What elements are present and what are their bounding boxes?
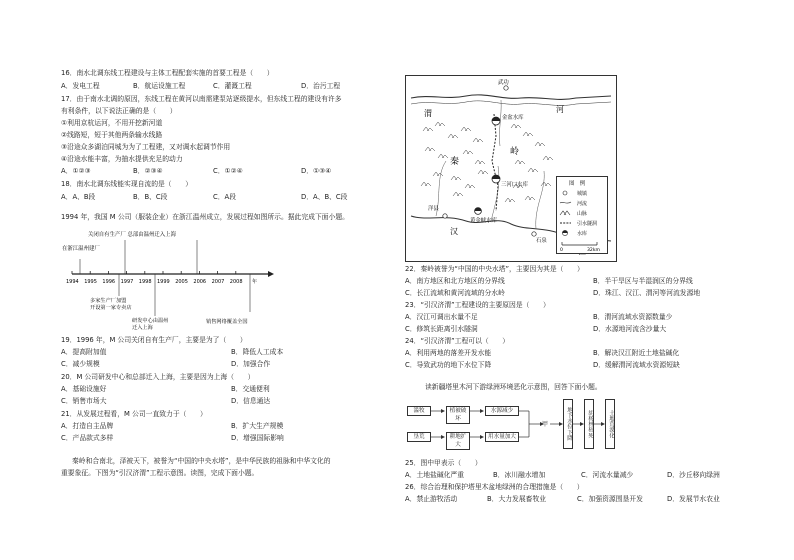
flow-box-overgrazing: 滥牧 <box>407 406 431 416</box>
q26-option-a[interactable]: A．禁止游牧活动 <box>405 495 458 503</box>
map-label-he: 河 <box>556 105 564 114</box>
map-label-yangxian: 洋县 <box>428 206 439 212</box>
flow-box-desertification: 土地荒漠化 <box>605 399 615 449</box>
q22-option-c[interactable]: C．长江流域和黄河流域的分水岭 <box>405 289 505 297</box>
mountain-symbol <box>515 160 525 164</box>
flow-box-reclamation: 垦荒 <box>407 432 431 442</box>
timeline-figure <box>60 226 290 336</box>
flow-box-water-reduction: 水源减少 <box>485 406 519 416</box>
mountain-symbol <box>543 156 553 160</box>
scale-distance: 32km <box>587 248 600 253</box>
q25-stem: 25．图中甲表示（ ） <box>405 459 482 467</box>
q19-option-c[interactable]: C．减少规模 <box>61 360 100 368</box>
q21-option-c[interactable]: C．产品款式多样 <box>61 434 114 442</box>
q17-item-1: ①利用京杭运河，不用开挖新河道 <box>61 119 163 127</box>
jinpen-reservoir-fill <box>492 117 500 121</box>
q25-option-a[interactable]: A．土地盐碱化严重 <box>405 471 465 479</box>
legend-river: 河流 <box>577 201 588 207</box>
q23-option-a[interactable]: A．汉江可调出水量不足 <box>405 313 478 321</box>
q19-option-a[interactable]: A．提高附加值 <box>61 348 107 356</box>
mountain-symbol <box>453 192 463 196</box>
q17-option-a[interactable]: A．①②③ <box>61 167 91 175</box>
shiquan-town-icon <box>532 232 536 236</box>
q18-option-b[interactable]: B．B、C段 <box>133 193 168 201</box>
flow-diagram <box>405 397 635 451</box>
q24-option-c[interactable]: C．导致武功的地下水位下降 <box>405 361 492 369</box>
legend-graphic <box>557 177 607 253</box>
timeline-year-label: 1996 <box>102 279 116 285</box>
timeline-year-label: 1997 <box>120 279 134 285</box>
flow-box-water-use-increase: 用水量加大 <box>485 432 519 442</box>
flow-arrows <box>405 397 635 451</box>
timeline-year-label: 1999 <box>157 279 170 285</box>
mountain-symbol <box>421 182 431 186</box>
mountain-symbol <box>528 168 538 172</box>
tributary-3 <box>536 171 544 229</box>
q25-options <box>405 471 735 479</box>
q19-options-row2 <box>61 360 381 368</box>
q25-option-d[interactable]: D．沙丘移向绿洲 <box>667 471 720 479</box>
mountain-symbol <box>505 198 515 202</box>
q22-option-a[interactable]: A．南方地区和北方地区的分界线 <box>405 277 505 285</box>
legend-reservoir: 水库 <box>577 231 588 237</box>
mountain-symbol <box>473 138 483 142</box>
mountain-symbol <box>451 176 461 180</box>
mountain-ranges <box>421 122 553 202</box>
wei-river-bank <box>411 101 611 106</box>
passage-line-1: 秦岭和合南北，泽被天下，被誉为“中国的中央水塔”，是中华民族的祖脉和中华文化的 <box>72 457 331 465</box>
map-label-ling: 岭 <box>510 147 520 157</box>
map-label-wugong: 武功 <box>498 80 509 86</box>
q21-options <box>61 422 381 430</box>
timeline-year-label: 2005 <box>175 279 188 285</box>
q23-option-b[interactable]: B．渭河流域水资源数量少 <box>593 313 673 321</box>
q22-option-b[interactable]: B．半干旱区与半湿润区的分界线 <box>593 277 693 285</box>
mountain-symbol <box>535 142 545 146</box>
timeline-year-label: 1998 <box>138 279 152 285</box>
q22-option-d[interactable]: D．珠江、汉江、渭河等河流发源地 <box>593 289 701 297</box>
legend-town-icon <box>563 191 567 195</box>
mountain-symbol <box>475 160 485 164</box>
timeline-year-label: 2008 <box>229 279 243 285</box>
q16-option-c[interactable]: C．灌溉工程 <box>213 82 252 90</box>
timeline-arrow <box>268 271 274 277</box>
map-label-qin: 秦 <box>450 157 460 167</box>
passage-line-2: 重要象征。下图为“引汉济渭”工程示意图。读图，完成下面小题。 <box>61 469 259 477</box>
q26-option-b[interactable]: B．大力发展畜牧业 <box>487 495 547 503</box>
timeline-founded-label: 在浙江温州建厂 <box>62 246 100 252</box>
legend-tunnel: 引水隧洞 <box>577 221 598 227</box>
q20-options <box>61 385 381 393</box>
q23-option-d[interactable]: D．水源地河流含沙量大 <box>593 325 667 333</box>
q22-stem: 22．秦岭被誉为“中国的中央水塔”，主要因为其是（ ） <box>405 265 584 273</box>
mountain-symbol <box>461 127 471 131</box>
scale-zero: 0 <box>560 248 563 253</box>
q17-option-b[interactable]: B．②③④ <box>133 167 163 175</box>
mountain-symbol <box>463 150 473 154</box>
map-label-shiquan: 石泉 <box>536 238 547 244</box>
q17-option-c[interactable]: C．①②④ <box>213 167 243 175</box>
timeline-year-label: 2007 <box>211 279 225 285</box>
q19-option-d[interactable]: D．加强合作 <box>231 360 271 368</box>
q19-options <box>61 348 381 356</box>
q24-stem: 24．“引汉济渭”工程可以（ ） <box>405 337 510 345</box>
timeline-below-1a: 多家生产厂加盟 <box>90 298 127 304</box>
map-label-han: 汉 <box>450 227 458 236</box>
q16-stem: 16．南水北调东线工程建设与主体工程配套实施的首要工程是（ ） <box>61 69 274 77</box>
map-legend <box>556 176 608 254</box>
q18-option-c[interactable]: C．A段 <box>213 193 236 201</box>
q21-option-b[interactable]: B．扩大生产规模 <box>231 422 284 430</box>
q20-stem: 20．M 公司研发中心和总部迁入上海，主要是因为上海（ ） <box>61 373 255 381</box>
q26-option-c[interactable]: C．加强资源围垦开发 <box>577 495 643 503</box>
mountain-symbol <box>541 182 551 186</box>
mountain-symbol <box>425 147 435 151</box>
q21-option-d[interactable]: D．增强国际影响 <box>231 434 284 442</box>
flow-jia-label: 甲 <box>542 421 549 428</box>
q20-option-a[interactable]: A．基础设施好 <box>61 385 107 393</box>
q21-options-row2 <box>61 434 381 442</box>
q23-stem: 23．“引汉济渭”工程建设的主要原因是（ ） <box>405 301 550 309</box>
q16-options <box>61 82 381 90</box>
map-label-sanhekou: 三河口水库 <box>501 182 528 188</box>
legend-river-icon <box>560 202 571 203</box>
q18-option-d[interactable]: D．A、B、C段 <box>301 193 348 201</box>
timeline-year-label: 1995 <box>84 279 97 285</box>
q19-option-b[interactable]: B．降低人工成本 <box>231 348 284 356</box>
q17-item-3: ③沿途众多湖泊同城为为了工程建，又对调水起调节作用 <box>61 143 231 151</box>
timeline-below-3: 销售网络覆盖全国 <box>206 319 248 325</box>
q20-option-d[interactable]: D．信息通达 <box>231 397 271 405</box>
q25-option-c[interactable]: C．河流水量减少 <box>581 471 634 479</box>
mountain-symbol <box>511 124 521 128</box>
q17-item-2: ②线路短，短于其他两条输水线路 <box>61 131 163 139</box>
mountain-symbol <box>465 184 475 188</box>
q24-options <box>405 349 735 357</box>
q17-item-4: ④沿途水能丰富，为抽水提供充足的动力 <box>61 155 183 163</box>
q20-option-c[interactable]: C．销售市场大 <box>61 397 107 405</box>
q25-option-b[interactable]: B．冰川融水增加 <box>493 471 546 479</box>
flow-intro: 读新疆塔里木河下游绿洲环境恶化示意图，回答下面小题。 <box>425 383 602 391</box>
q24-options-row2 <box>405 361 735 369</box>
mountain-symbol <box>438 154 448 158</box>
map-figure <box>405 75 617 262</box>
flow-box-farmland-expansion: 耕地扩大 <box>446 432 470 450</box>
q24-option-d[interactable]: D．缓解渭河流域水资源短缺 <box>593 361 680 369</box>
timeline-below-2a: 研发中心由温州 <box>132 318 169 324</box>
q17-stem-1: 17．由于南水北调的原因，东线工程在黄河以南需建泵站逐级提水，但东线工程的建设有许多 <box>61 95 342 103</box>
q26-options <box>405 495 735 503</box>
flow-box-populus-death: 胡杨林枯死 <box>584 399 594 449</box>
wei-river-line <box>411 95 611 100</box>
q22-options <box>405 277 735 285</box>
wugong-town-icon <box>504 86 508 90</box>
mountain-symbol <box>523 132 533 136</box>
mountain-symbol <box>435 122 445 126</box>
timeline-top-label: 关闭自有生产厂 总部由温州迁入上海 <box>88 232 176 238</box>
q18-option-a[interactable]: A．A、B段 <box>61 193 96 201</box>
timeline-year-label: 2006 <box>193 279 207 285</box>
timeline-graphic <box>60 226 290 336</box>
q21-stem: 21．从发展过程看，M 公司一直致力于（ ） <box>61 410 207 418</box>
q21-option-a[interactable]: A．打造自主品牌 <box>61 422 114 430</box>
legend-title: 图 例 <box>569 181 586 187</box>
yangxian-town-icon <box>443 214 447 218</box>
q18-stem: 18．南水北调东线能实现自流的是（ ） <box>61 180 192 188</box>
q23-options <box>405 313 735 321</box>
map-label-wei: 渭 <box>424 109 432 118</box>
mountain-symbol <box>478 170 488 174</box>
q26-stem: 26．综合治理和保护塔里木盆地绿洲的合理措施是（ ） <box>405 483 584 491</box>
q17-stem-2: 有利条件，以下说法正确的是（ ） <box>61 107 177 115</box>
flow-box-groundwater-drop: 地下水位下降 <box>563 399 573 449</box>
q20-option-b[interactable]: B．交通便利 <box>231 385 270 393</box>
timeline-below-1b: 开设第一家专卖店 <box>90 305 132 311</box>
q23-option-c[interactable]: C．修筑长距离引水隧洞 <box>405 325 478 333</box>
mountain-symbol <box>448 134 458 138</box>
q16-option-a[interactable]: A．发电工程 <box>61 82 100 90</box>
legend-mountain: 山脉 <box>577 211 588 217</box>
timeline-years <box>66 278 257 285</box>
q24-option-b[interactable]: B．解决汉江附近土地盐碱化 <box>593 349 680 357</box>
legend-town: 城镇 <box>577 191 588 197</box>
q17-options <box>61 167 381 175</box>
q16-option-b[interactable]: B．航运设施工程 <box>133 82 186 90</box>
q20-options-row2 <box>61 397 381 405</box>
q24-option-a[interactable]: A．利用两地的落差开发水能 <box>405 349 492 357</box>
q19-stem: 19．1996 年，M 公司关闭自有生产厂，主要是为了（ ） <box>61 336 247 344</box>
mountain-symbol <box>423 127 433 131</box>
q18-options <box>61 193 381 201</box>
timeline-year-label: 1994 <box>66 279 79 285</box>
timeline-below-2b: 迁入上海 <box>132 325 153 331</box>
q16-option-d[interactable]: D．治污工程 <box>301 82 341 90</box>
timeline-intro: 1994 年，我国 M 公司（服装企业）在浙江温州成立，发展过程如图所示。据此完成下面小题。 <box>61 213 349 221</box>
q22-options-row2 <box>405 289 735 297</box>
flow-box-vegetation-damage: 植被破坏 <box>446 406 470 424</box>
timeline-year-label: 年 <box>252 279 258 285</box>
q26-option-d[interactable]: D．发展节水农业 <box>667 495 720 503</box>
legend-mountain-icon <box>560 211 570 215</box>
q17-option-d[interactable]: D．①③④ <box>301 167 332 175</box>
q23-options-row2 <box>405 325 735 333</box>
map-label-huangjinxia: 黄金峡水库 <box>470 218 497 224</box>
mountain-symbol <box>525 196 535 200</box>
mountain-symbol <box>433 172 443 176</box>
map-label-jinpen: 金盆水库 <box>502 115 524 121</box>
